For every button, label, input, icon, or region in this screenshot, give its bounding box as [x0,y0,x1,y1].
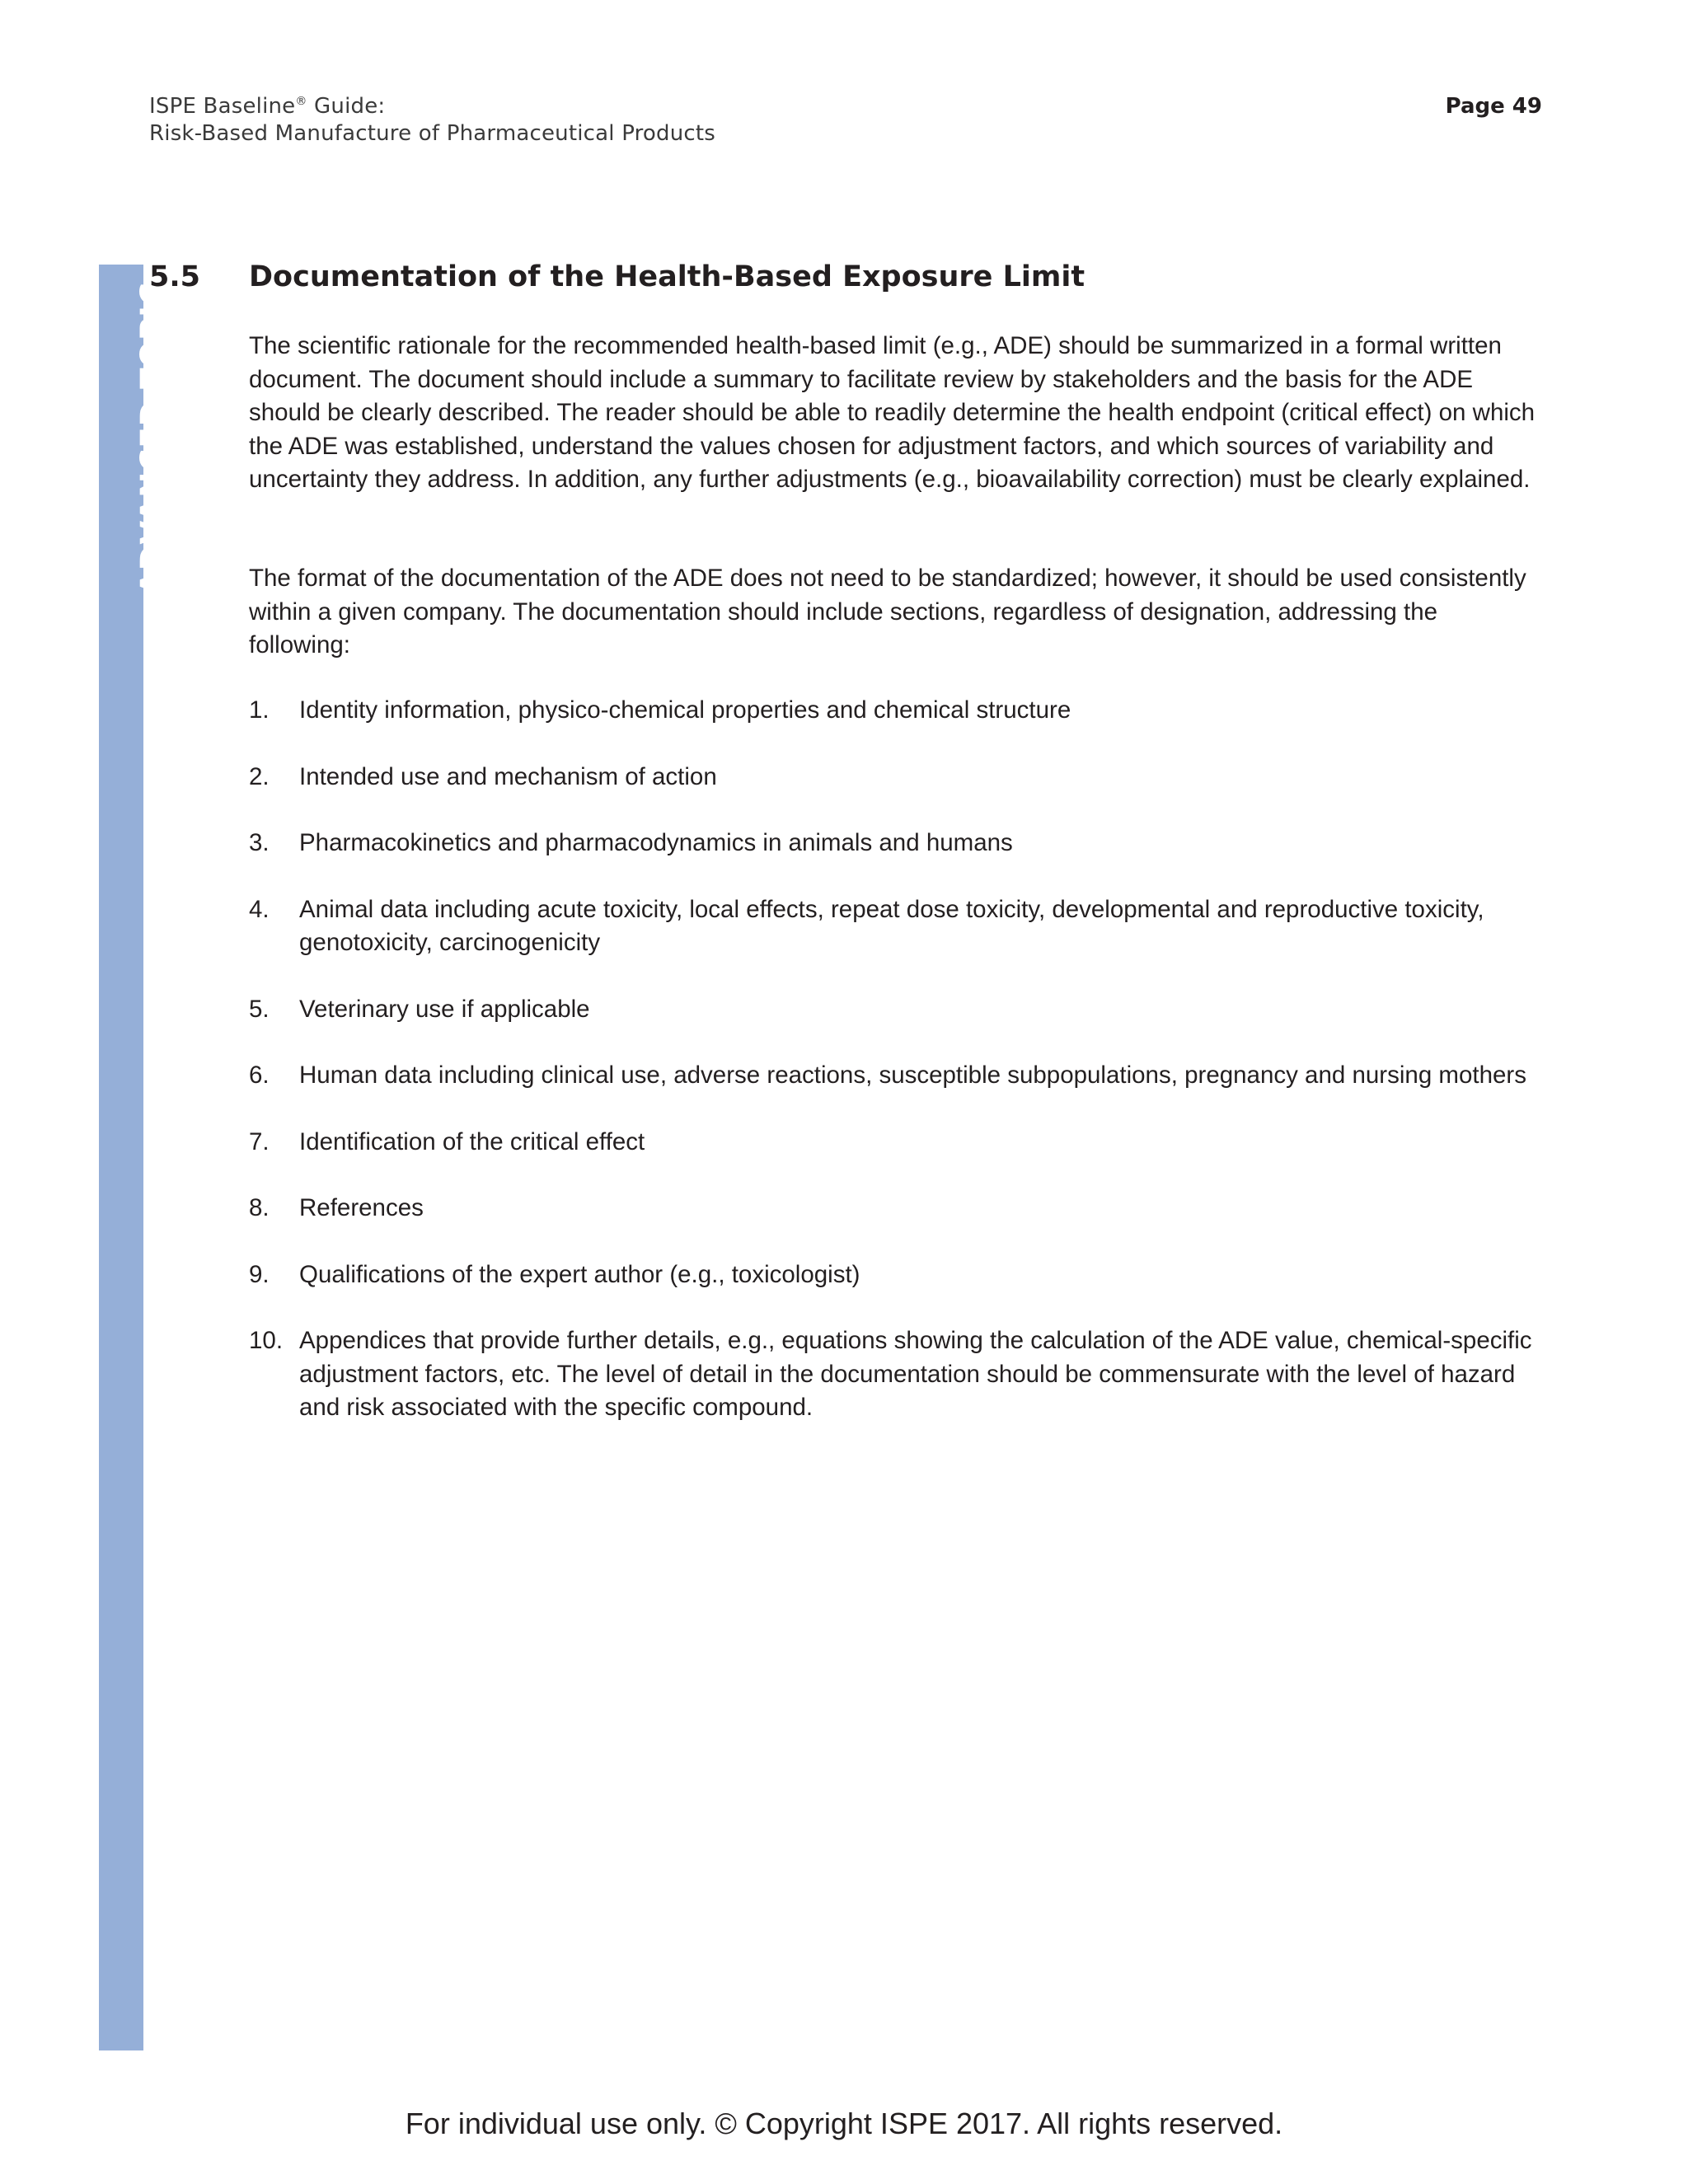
body-paragraph: The format of the documentation of the ADE does not need to be standardized; however, it should be used consistently within a given company. The documentation should include sections, regardless of designation, addressing the following: [249,565,1526,658]
list-item-text: Identification of the critical effect [299,1127,645,1155]
list-item [249,893,1543,960]
list-item-text: Qualifications of the expert author (e.g., toxicologist) [299,1260,860,1288]
section-title: Documentation of the Health-Based Exposure Limit [249,260,1085,293]
list-item-number: 5. [249,995,270,1023]
body-paragraph: The scientific rationale for the recommended health-based limit (e.g., ADE) should be summarized in a formal written document. The document should include a summary to facilitate review by stakeholders and the basis for the ADE should be clearly described. The reader should be able to readily determine the health endpoint (critical effect) on which the ADE was established, understand the values chosen for adjustment factors, and which sources of variability and uncertainty they address. In addition, any further adjustments (e.g., bioavailability correction) must be clearly explained. [249,332,1536,493]
list-item-number: 3. [249,829,270,856]
guide-subtitle: Risk-Based Manufacture of Pharmaceutical Products [149,121,716,146]
list-item [249,1324,1543,1425]
list-item-text: Pharmacokinetics and pharmacodynamics in animals and humans [299,829,1013,856]
list-item-text: Human data including clinical use, adverse reactions, susceptible subpopulations, pregnancy and nursing mothers [299,1062,1526,1089]
list-item-text: Intended use and mechanism of action [299,762,717,790]
list-item [249,1059,1543,1093]
page-number: Page 49 [1445,94,1542,119]
guide-title-line [149,93,715,120]
registered-mark: ® [295,95,307,108]
section-number: 5.5 [149,260,201,293]
list-item-text: Appendices that provide further details, e.g., equations showing the calculation of the ADE value, chemical-specific adjustment factors, etc. The level of detail in the documentation should be commensurate with the level of hazard and risk associated with the specific compound. [299,1327,1532,1421]
list-item-number: 9. [249,1260,270,1288]
list-item [249,694,1543,728]
list-item-number: 8. [249,1194,270,1221]
list-item-text: Identity information, physico-chemical properties and chemical structure [299,696,1071,724]
list-item [249,1258,1543,1292]
list-item-number: 7. [249,1127,270,1155]
copyright-footer: For individual use only. © Copyright ISPE 2017. All rights reserved. [405,2107,1283,2140]
list-item-number: 2. [249,762,270,790]
list-item-text: Animal data including acute toxicity, local effects, repeat dose toxicity, developmental and reproductive toxicity, genotoxicity, carcinogenicity [299,895,1484,956]
list-item-text: Veterinary use if applicable [299,995,590,1023]
list-item-text: References [299,1194,424,1221]
running-head [149,93,715,148]
list-item [249,827,1543,860]
list-item [249,993,1543,1027]
list-item [249,1126,1543,1160]
list-item-number: 4. [249,895,270,923]
list-item [249,761,1543,794]
list-item [249,1192,1543,1226]
documentation-sections-list [249,694,1543,1458]
guide-title: ISPE Baseline [149,94,296,119]
list-item-number: 6. [249,1062,270,1089]
advanced-topic-label: ADVANCED TOPIC [134,282,170,595]
list-item-number: 1. [249,696,270,724]
list-item-number: 10. [249,1327,284,1354]
guide-title-suffix: Guide: [307,94,386,119]
